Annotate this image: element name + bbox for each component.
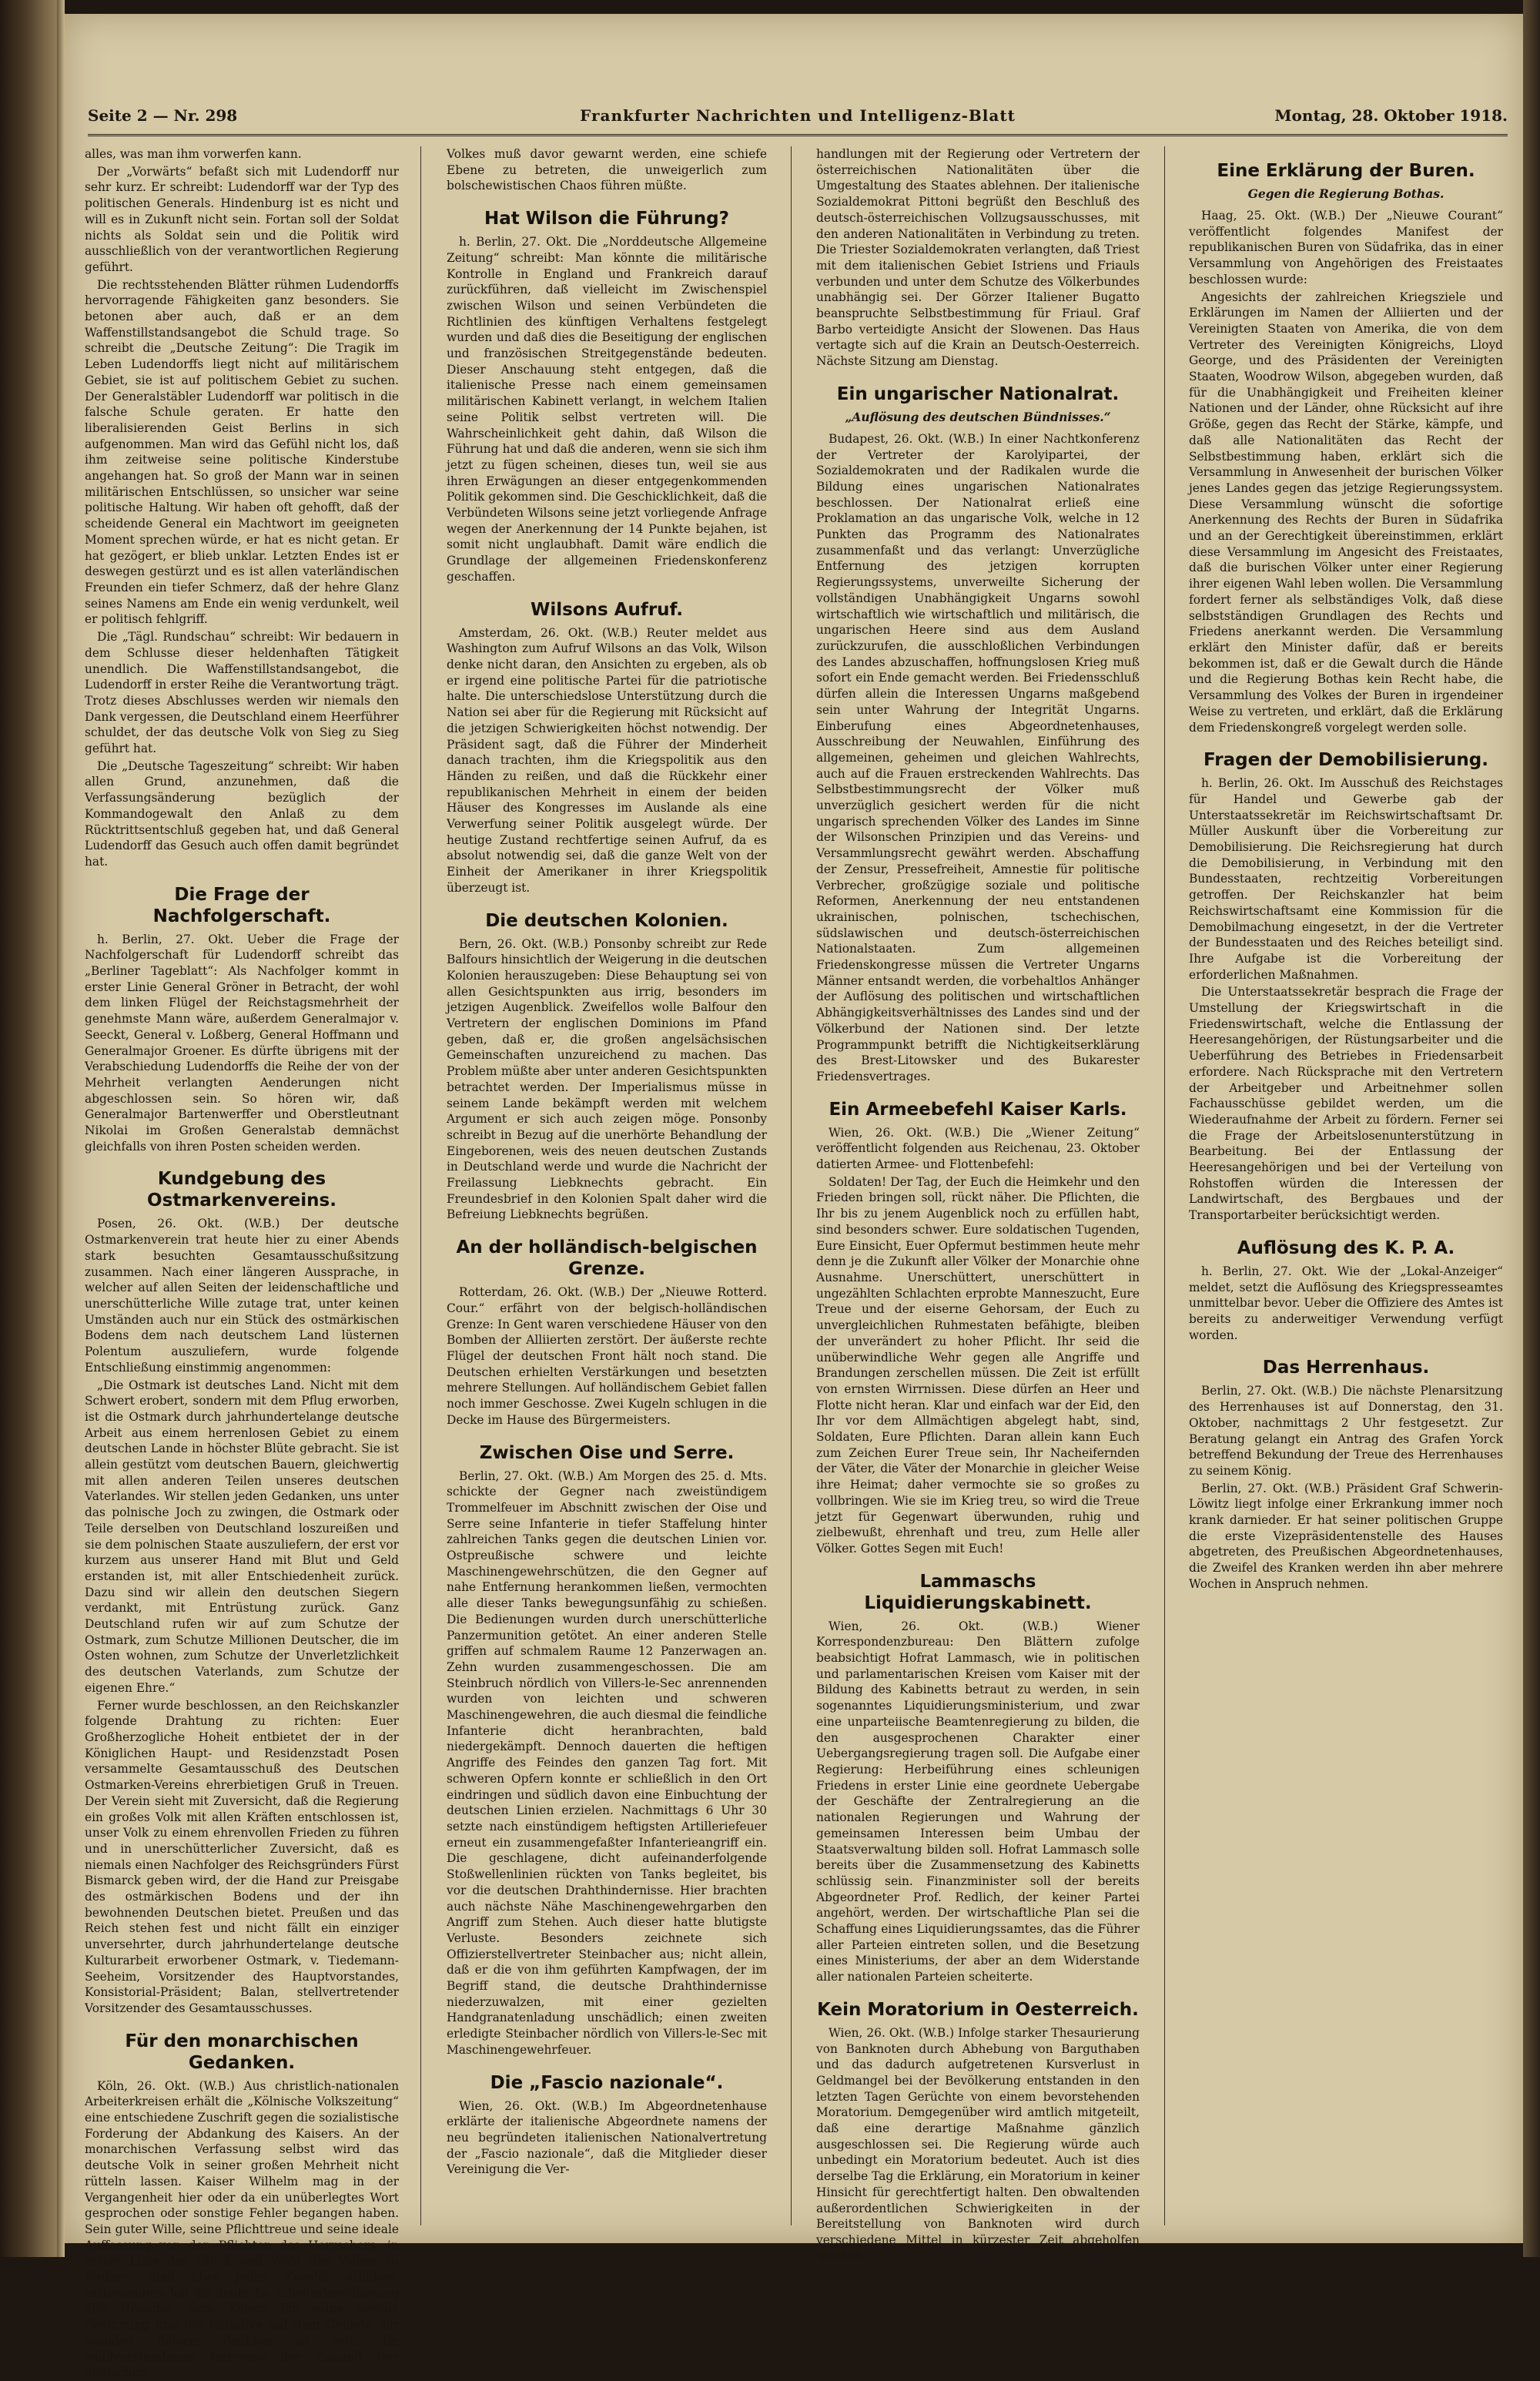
article-subheadline: „Auflösung des deutschen Bündnisses.“ — [845, 409, 1111, 424]
article — [1189, 749, 1503, 1224]
article — [1189, 1357, 1503, 1592]
column-rule — [1164, 146, 1165, 2225]
column-rule — [420, 146, 421, 2225]
article-headline: Lammaschs Liquidierungskabinett. — [864, 1571, 1092, 1613]
article — [85, 2031, 399, 2381]
article — [447, 1442, 767, 2058]
article — [447, 208, 767, 584]
article-subheadline: Gegen die Regierung Bothas. — [1247, 186, 1445, 201]
page-gutter — [57, 0, 65, 2257]
article-headline: Zwischen Oise und Serre. — [479, 1442, 735, 1463]
article-headline: An der holländisch-belgischen Grenze. — [456, 1237, 758, 1280]
article-paragraph: alles, was man ihm vorwerfen kann. — [85, 147, 302, 161]
page-number: Seite 2 — Nr. 298 — [88, 106, 238, 125]
article-paragraph: Der „Vorwärts“ befaßt sich mit Ludendorff nur sehr kurz. Er schreibt: Ludendorff war der Typ des politischen Generals. Hindenburg ist es nicht und will es in Zukunft nicht sein. Fortan soll der Soldat nichts als Soldat sein und die Politik wird ausschließlich von der verantwortlichen Regierung geführt. — [85, 164, 399, 274]
issue-date: Montag, 28. Oktober 1918. — [1274, 106, 1508, 125]
article-paragraph: Bern, 26. Okt. (W.B.) Ponsonby schreibt zur Rede Balfours hinsichtlich der Weigerung in die deutschen Kolonien herauszugeben: Diese Behauptung sei von allen Gesichtspunkten aus irrig, besonders im jetzigen Augenblick. Zweifellos wolle Balfour den Vertretern der englischen Dominions im Pfand geben, daß er, die großen angelsächsischen Gemeinschaften unzureichend zu machen. Das Problem müßte aber unter anderen Gesichtspunkten betrachtet werden. Der Imperialismus müsse in seinem Lande bekämpft werden mit welchem Argument er sich auch zeigen möge. Ponsonby schreibt in Bezug auf die unerhörte Behandlung der Eingeborenen, weis des neuen deutschen Zustands in Deutschland werde und wurde die Nachricht der Freilassung Liebknechts gebracht. Ein Freundesbrief in den Kolonien Spalt daher wird die Befreiung Liebknechts begrüßen. — [447, 936, 767, 1222]
article — [816, 1571, 1140, 1985]
article-headline: Ein Armeebefehl Kaiser Karls. — [829, 1099, 1127, 1120]
article — [447, 146, 767, 194]
article-paragraph: h. Berlin, 27. Okt. Wie der „Lokal-Anzeiger“ meldet, setzt die Auflösung des Kriegspresseamtes unmittelbar bevor. Ueber die Offiziere des Amtes ist bereits zu anderweitiger Verwendung verfügt worden. — [1189, 1264, 1503, 1342]
article-paragraph: Wien, 26. Okt. (W.B.) Die „Wiener Zeitung“ veröffentlicht folgenden aus Reichenau, 23. Oktober datierten Armee- und Flottenbefehl: — [816, 1125, 1140, 1172]
article-headline: Das Herrenhaus. — [1262, 1358, 1430, 1378]
newspaper-page — [65, 14, 1523, 2380]
article-paragraph: Die Unterstaatssekretär besprach die Frage der Umstellung der Kriegswirtschaft in die Friedenswirtschaft, welche die Entlassung der Heeresangehörigen, der Rüstungsarbeiter und die Ueberführung des Betriebes in Friedensarbeit erfordere. Nach Rücksprache mit den Vertretern der Arbeitgeber und Arbeitnehmer sollen Fachausschüsse gebildet werden, um die Wiederaufnahme der Arbeit zu fördern. Ferner sei die Frage der Arbeitslosenunterstützung in Bearbeitung. Bei der Entlassung der Heeresangehörigen und bei der Verteilung von Rohstoffen würden die Interessen der Landwirtschaft, des Bergbaues und der Transportarbeiter berücksichtigt werden. — [1189, 985, 1503, 1223]
article-paragraph: Die „Tägl. Rundschau“ schreibt: Wir bedauern in dem Schlusse dieser heldenhaften Tätigkeit unendlich. Die Waffenstillstandsangebot, die Ludendorff in erster Reihe die Verantwortung trägt. Trotz dieses Abschlusses werden wir niemals den Dank vergessen, die Deutschland einem Heerführer schuldet, der das deutsche Volk von Sieg zu Sieg geführt hat. — [85, 630, 399, 756]
article-paragraph: Soldaten! Der Tag, der Euch die Heimkehr und den Frieden bringen soll, rückt näher. Die Pflichten, die Ihr bis zu jenem Augenblick noch zu erfüllen habt, sind besonders schwer. Eure soldatischen Tugenden, Eure Einsicht, Euer Opfermut bestimmen heute mehr denn je die Zukunft aller Völker der Monarchie ohne Ausnahme. Unerschüttert, unerschüttert in ungezählten Schlachten erprobte Manneszucht, Eure Treue und der eiserne Gehorsam, der Euch zu unvergleichlichen Ruhmestaten befähigte, bleiben der unverändert zu hoher Pflicht. Ihr seid die unüberwindliche Wehr gegen alle Angriffe und Brandungen zerschellen müssen. Die Zeit ist erfüllt von ernsten Wirrnissen. Diese dürfen an Heer und Flotte nicht heran. Klar und einfach war der Eid, den Ihr vor dem Allmächtigen abgelegt habt, sind, Soldaten, Eure Pflichten. Daran allein kann Euch zum Zeichen Eurer Treue sein, Ihr Nacheifernden der Väter, die Väter der Monarchie in gleicher Weise ihre Heimat; daher vermochte sie so großes zu vollbringen. Wie sie im Krieg treu, so wird die Treue jetzt für Gegenwart überwunden, ruhig und zielbewußt, ehrenhaft und treu, zum Helle aller Völker. Gottes Segen mit Euch! — [816, 1174, 1140, 1556]
article-headline: Kein Moratorium in Oesterreich. — [817, 1999, 1139, 2020]
article — [85, 884, 399, 1155]
article-paragraph: Amsterdam, 26. Okt. (W.B.) Reuter meldet aus Washington zum Aufruf Wilsons an das Volk, Wilson denke nicht daran, den Ansichten zu ergeben, als ob er irgend eine politische Partei für die patriotische halte. Die unterschiedslose Unterstützung durch die Nation sei aber für die Regierung mit Rücksicht auf die jetzigen Schwierigkeiten höchst notwendig. Der Präsident sagt, daß die Führer der Minderheit danach trachten, ihm die Kriegspolitik aus den Händen zu reißen, und daß die Rückkehr einer republikanischen Mehrheit in einem der beiden Häuser des Kongresses im Auslande als eine Verwerfung seiner Politik ausgelegt würde. Der heutige Zustand rechtfertige seinen Aufruf, da es absolut notwendig sei, daß die ganze Welt von der Einheit der Amerikaner in ihrer Kriegspolitik überzeugt ist. — [447, 625, 767, 895]
page-edge — [1523, 0, 1540, 2257]
article — [447, 599, 767, 896]
book-spine — [0, 0, 57, 2257]
article — [816, 146, 1140, 370]
newspaper-title: Frankfurter Nachrichten und Intelligenz-Blatt — [580, 106, 1016, 125]
article — [447, 910, 767, 1224]
article-paragraph: h. Berlin, 27. Okt. Die „Norddeutsche Allgemeine Zeitung“ schreibt: Man könnte die militärische Kontrolle in England und Frankreich darauf zurückführen, daß vielleicht im Zwischenspiel zwischen Wilson und seinen Verbündeten die Richtlinien des künftigen Verhaltens festgelegt wurden und daß dies die Beseitigung der englischen und französischen Streitgegenstände bedeuten. Dieser Anschauung steht entgegen, daß die italienische Presse nach einem gemeinsamen militärischen Kabinett verlangt, in welchem Italien seine Politik selbst vertreten will. Die Wahrscheinlichkeit geht dahin, daß Wilson die Führung hat und daß die anderen, wenn sie sich ihm jetzt zu fügen scheinen, dieses tun, weil sie aus ihren Erwägungen an dieser entgegenkommenden Politik gekommen sind. Die Geschicklichkeit, daß die Verbündeten Wilsons seine jetzt vorliegende Anfrage wegen der Anerkennung der 14 Punkte bejahen, ist somit nicht unglaubhaft. Damit wäre endlich die Grundlage der allgemeinen Friedenskonferenz geschaffen. — [447, 235, 767, 584]
article-paragraph: Wien, 26. Okt. (W.B.) Wiener Korrespondenzbureau: Den Blättern zufolge beabsichtigt Hofrat Lammasch, wie in politischen und parlamentarischen Kreisen vom Kaiser mit der Bildung des Kabinetts betraut zu werden, in sein sogenanntes Liquidierungsministerium, und zwar eine unparteiische Beamtenregierung zu bilden, die den ausgesprochenen Charakter einer Uebergangsregierung tragen soll. Die Aufgabe einer Regierung: Herbeiführung eines schleunigen Friedens in erster Linie eine geordnete Uebergabe der Geschäfte der Zentralregierung an die nationalen Regierungen und Wahrung der gemeinsamen Interessen beim Umbau der Staatsverwaltung bilden soll. Hofrat Lammasch solle bereits über die Zusammensetzung des Kabinetts schlüssig sein. Finanzminister soll der bereits Abgeordneter Prof. Redlich, der keiner Partei angehört, werden. Der wirtschaftliche Plan sei die Schaffung eines Liquidierungssamtes, das die Führer aller Parteien eintreten sollen, und die Besetzung eines Ministeriums, der aber an dem Widerstande aller nationalen Parteien scheiterte. — [816, 1619, 1140, 1984]
article-paragraph: handlungen mit der Regierung oder Vertretern der österreichischen Nationalitäten über die Umgestaltung des Staates ablehnen. Der italienische Sozialdemokrat Pittoni begrüßt den Beschluß des deutsch-österreichischen Vollzugsausschusses, mit den anderen Nationalitäten in Verbindung zu treten. Die Triester Sozialdemokraten verlangten, daß Triest mit dem italienischen Gebiet Istriens und Friauls verbunden und unter dem Schutze des Völkerbundes unabhängig sei. Der Görzer Italiener Bugatto beanspruchte Selbstbestimmung für Friaul. Graf Barbo verteidigte Ansicht der Slowenen. Das Haus vertagte sich auf die Krain an Deutsch-Oesterreich. Nächste Sitzung am Dienstag. — [816, 147, 1140, 369]
article-paragraph: h. Berlin, 26. Okt. Im Ausschuß des Reichstages für Handel und Gewerbe gab der Unterstaatssekretär im Reichswirtschaftsamt Dr. Müller Auskunft über die Vorbereitung zur Demobilisierung. Die Reichsregierung hat durch die Demobilisierung, in Verbindung mit den Bundesstaaten, rechtzeitig Vorbereitungen getroffen. Der Reichskanzler hat beim Reichswirtschaftsamt eine Kommission für die Demobilmachung eingesetzt, in der die Vertreter der Bundesstaaten und des Reiches beteiligt sind. Ihre Aufgabe ist die Vorbereitung der erforderlichen Maßnahmen. — [1189, 776, 1503, 982]
article — [447, 1237, 767, 1428]
article-headline: Ein ungarischer Nationalrat. — [836, 383, 1120, 404]
article-paragraph: Wien, 26. Okt. (W.B.) Im Abgeordnetenhause erklärte der italienische Abgeordnete namens der neu begründeten italienischen Nationalvertretung der „Fascio nazionale“, daß die Mitglieder dieser Vereinigung die Ver- — [447, 2098, 767, 2177]
article-headline: Die Frage der Nachfolgerschaft. — [152, 884, 331, 926]
column-4 — [1189, 146, 1503, 2225]
column-3 — [816, 146, 1140, 2263]
article-paragraph: Berlin, 27. Okt. (W.B.) Am Morgen des 25. d. Mts. schickte der Gegner nach zweistündigem Trommelfeuer im Abschnitt zwischen der Oise und Serre seine Infanterie in tiefer Staffelung hinter zahlreichen Tanks gegen die deutschen Linien vor. Ostpreußische schwere und leichte Maschinengewehrschützen, die den Gegner auf nahe Entfernung herankommen ließen, vermochten alle dieser Tanks bewegungsunfähig zu schießen. Die Bedienungen wurden durch unerschütterliche Panzermunition getötet. An einer anderen Stelle griffen auf schmalem Raume 12 Panzerwagen an. Zehn wurden zusammengeschossen. Die am Steinbruch nördlich von Villers-le-Sec anrennenden wurden von leichten und schweren Maschinengewehren, die auch diesmal die feindliche Infanterie dicht heranbrachten, bald niedergekämpft. Dennoch dauerten die heftigen Angriffe des Feindes den ganzen Tag fort. Mit schweren Opfern konnte er schließlich in den Ort eindringen und südlich davon eine Einbuchtung der deutschen Linien erzielen. Nachmittags 6 Uhr 30 setzte nach einstündigem heftigsten Artilleriefeuer erneut ein zusammengefaßter Infanterieangriff ein. Die geschlagene, dicht aufeinanderfolgende Stoßwellenlinien rückten von Tanks begleitet, bis vor die deutschen Drahthindernisse. Hier brachten auch nächste Nähe Maschinengewehrgarben den Angriff zum Stehen. Auch dieser hatte blutigste Verluste. Besonders zeichnete sich Offizierstellvertreter Steinbacher aus; nicht allein, daß er die von ihm geführten Kampfwagen, der im Begriff stand, die deutsche Drahthindernisse niederzuwalzen, mit einer gezielten Handgranatenladung unschädlich; einen zweiten erledigte Steinbacher nördlich von Villers-le-Sec mit Maschinengewehrfeuer. — [447, 1468, 767, 2057]
article-paragraph: Rotterdam, 26. Okt. (W.B.) Der „Nieuwe Rotterd. Cour.“ erfährt von der belgisch-holländischen Grenze: In Gent waren verschiedene Häuser von den Bomben der Alliierten zerstört. Der äußerste rechte Flügel der deutschen Front hält noch stand. Die Deutschen erhielten Verstärkungen und besetzten mehrere Stellungen. Auf holländischem Gebiet fallen noch immer Geschosse. Zwei Kugeln schlugen in die Decke im Hause des Bürgermeisters. — [447, 1285, 767, 1427]
article-paragraph: Angesichts der zahlreichen Kriegsziele und Erklärungen im Namen der Alliierten und der Vereinigten Staaten von Amerika, die von dem Vertreter des Vereinigten Königreichs, Lloyd George, und des Präsidenten der Vereinigten Staaten, Woodrow Wilson, abgegeben wurden, daß für die Unabhängigkeit und Freiheiten kleiner Nationen und der Länder, ohne Rücksicht auf ihre Größe, gegen das Recht der Stärke, kämpfe, und daß alle Nationalitäten das Recht der Selbstbestimmung haben, erklärt sich die Versammlung in Anwesenheit der burischen Völker jenes Landes gegen das jetzige Regierungssystem. Diese Versammlung wünscht die sofortige Anerkennung des Rechts der Buren in Südafrika und an der Gerechtigkeit übereinstimmen, erklärt diese Versammlung im Angesicht des Freistaates, daß die burischen Völker unter einer Regierung ihrer eigenen Wahl leben wollen. Die Versammlung fordert ferner als selbständiges Volk, daß diese selbstständigen Grundlagen des Rechts und Friedens anerkannt werden. Die Versammlung erklärt den Minister dafür, daß er bereits bekommen ist, daß er die Gewalt durch die Hände und die Regierung Bothas kein Recht habe, die Versammlung des Volkes der Buren in irgendeiner Weise zu vertreten, und erklärt, daß die Erklärung dem Friedenskongreß vorgelegt werden solle. — [1189, 290, 1503, 735]
article — [447, 2072, 767, 2178]
column-2 — [447, 146, 767, 2225]
article-paragraph: Berlin, 27. Okt. (W.B.) Präsident Graf Schwerin-Löwitz liegt infolge einer Erkrankung immer noch krank darnieder. Er hat seiner politischen Gruppe die erste Vizepräsidentenstelle des Hauses abgetreten, des Preußischen Abgeordnetenhauses, die Zweifel des Kranken werden ihn aber mehrere Wochen in Anspruch nehmen. — [1189, 1481, 1503, 1591]
article-paragraph: Die rechtsstehenden Blätter rühmen Ludendorffs hervorragende Fähigkeiten ganz besonders. Sie betonen aber auch, daß er an dem Waffenstillstandsangebot die Schuld trage. So schreibt die „Deutsche Zeitung“: Die Tragik im Leben Ludendorffs liegt nicht auf militärischem Gebiet, sie ist auf politischem Gebiet zu suchen. Der Generalstäbler Ludendorff war politisch in die falsche Schule geraten. Er hatte den liberalisierenden Geist Berlins in sich aufgenommen. Man wird das Gefühl nicht los, daß ihm zeitweise seine politische Kinderstube angehangen hat. So groß der Mann war in seinen militärischen Entschlüssen, so unsicher war seine politische Haltung. Wir haben oft gehofft, daß der scheidende General ein Machtwort im geeigneten Moment sprechen würde, er hat es nicht getan. Er hat gezögert, er blieb unklar. Letzten Endes ist er deswegen gestürzt und es ist allen vaterländischen Freunden ein tiefer Schmerz, daß der hehre Glanz seines Namens am Ende ein wenig verdunkelt, weil er politisch fehlgriff. — [85, 277, 399, 627]
article-headline: Auflösung des K. P. A. — [1237, 1237, 1455, 1258]
article-headline: Fragen der Demobilisierung. — [1204, 750, 1488, 771]
article — [816, 1099, 1140, 1557]
article — [85, 146, 399, 870]
article-paragraph: Budapest, 26. Okt. (W.B.) In einer Nachtkonferenz der Vertreter der Karolyipartei, der Sozialdemokraten und der Radikalen wurde die Bildung eines ungarischen Nationalrates beschlossen. Der Nationalrat erließ eine Proklamation an das ungarische Volk, welche in 12 Punkten das Programm des Nationalrates zusammenfaßt und das verlangt: Unverzügliche Entfernung des jetzigen korrupten Regierungssystems, unverweilte Sicherung der vollständigen Unabhängigkeit Ungarns sowohl wirtschaftlich wie wirtschaftlich und militärisch, die ungarischen Heere sind aus dem Ausland zurückzurufen, die ausschloßlichen Verbindungen des Landes abzuschaffen, hoffnungslosen Krieg muß sofort ein Ende gemacht werden. Bei Friedensschluß dürfen allein die Interessen Ungarns maßgebend sein unter Wahrung der Integrität Ungarns. Einberufung eines Abgeordnetenhauses, Ausschreibung der Neuwahlen, Einführung des allgemeinen, geheimen und gleichen Wahlrechts, auch auf die Frauen erstreckenden Wahlrechts. Das Selbstbestimmungsrecht der Völker muß unverzüglich gesichert werden für die nicht ungarisch sprechenden Völker des Landes im Sinne der Wilsonschen Prinzipien und das Vereins- und Versammlungsrecht gewährt werden. Abschaffung der Zensur, Pressefreiheit, Amnestie für politische Verbrecher, großzügige soziale und politische Reformen, Anerkennung der neu entstandenen ukrainischen, polnischen, tschechischen, südslawischen und deutsch-österreichischen Nationalstaaten. Zum allgemeinen Friedenskongresse müssen die Vertreter Ungarns Männer entsandt werden, die vorbehaltlos Anhänger der Auflösung des politischen und wirtschaftlichen Abhängigkeitsverhältnisses des Landes sind und der Völkerbund der Nationen sind. Der letzte Programmpunkt betrifft die Nichtigkeitserklärung des Brest-Litowsker und des Bukarester Friedensvertrages. — [816, 431, 1140, 1083]
article-paragraph: Wien, 26. Okt. (W.B.) Infolge starker Thesaurierung von Banknoten durch Abhebung von Barguthaben und das dadurch aufgetretenen Kursverlust in Geldmangel bei der Bevölkerung entstanden in den letzten Tagen Gerüchte von einem bevorstehenden Moratorium. Demgegenüber wird amtlich mitgeteilt, daß eine derartige Maßnahme gänzlich ausgeschlossen sei. Die Regierung würde auch unbedingt ein Moratorium bedeutet. Auch ist dies derselbe Tag die Erklärung, ein Moratorium in keiner Hinsicht für gerechtfertigt halten. Den obwaltenden außerordentlichen Schwierigkeiten in der Bereitstellung von Banknoten wird durch verschiedene Mittel in kürzester Zeit abgeholfen werden. — [816, 2025, 1140, 2263]
article-paragraph: Ferner wurde beschlossen, an den Reichskanzler folgende Drahtung zu richten: Euer Großherzogliche Hoheit entbietet der in der Königlichen Haupt- und Residenzstadt Posen versammelte Gesamtausschuß des Deutschen Ostmarken-Vereins ehrerbietigen Gruß in Treuen. Der Verein sieht mit Zuversicht, daß die Regierung ein großes Volk mit allen Kräften entschlossen ist, unser Volk zu einem ehrenvollen Frieden zu führen und in unerschütterlicher Zuversicht, daß es niemals einen Nachfolger des Reichsgründers Fürst Bismarck geben wird, der die Hand zur Preisgabe des ostmärkischen Bodens und der ihn bewohnenden Deutschen bietet. Preußen und das Reich stehen fest und nicht fällt ein einziger unversehrter, durch jahrhundertelange deutsche Kulturarbeit erworbener Ostmark, v. Tiedemann-Seeheim, Vorsitzender des Hauptvorstandes, Konsistorial-Präsident; Balan, stellvertretender Vorsitzender des Gesamtausschusses. — [85, 1698, 399, 2015]
column-1 — [85, 146, 399, 2380]
article-headline: Hat Wilson die Führung? — [484, 209, 729, 229]
article-paragraph: Berlin, 27. Okt. (W.B.) Die nächste Plenarsitzung des Herrenhauses ist auf Donnerstag, den 31. Oktober, nachmittags 2 Uhr festgesetzt. Zur Beratung gelangt ein Antrag des Grafen Yorck betreffend Bekundung der Treue des Herrenhauses zu seinem König. — [1189, 1384, 1503, 1478]
article-headline: Die deutschen Kolonien. — [485, 910, 728, 931]
article-paragraph: Posen, 26. Okt. (W.B.) Der deutsche Ostmarkenverein trat heute hier zu einer Abends stark besuchten Gesamtausschußsitzung zusammen. Nach einer längeren Aussprache, in welcher auf allen Seiten der leidenschaftliche und unerschütterliche Wille zutage trat, unter keinen Umständen auch nur ein Stück des ostmärkischen Bodens dem nach deutschem Land lüsternen Polentum auszuliefern, wurde folgende Entschließung einstimmig angenommen: — [85, 1217, 399, 1375]
article-headline: Die „Fascio nazionale“. — [490, 2072, 724, 2093]
column-rule — [791, 146, 792, 2225]
article-paragraph: „Die Ostmark ist deutsches Land. Nicht mit dem Schwert erobert, sondern mit dem Pflug erworben, ist die Ostmark durch jahrhundertelange deutsche Arbeit aus einem herrenlosen Gebiet zu einem deutschen Lande in höchster Blüte gebracht. Sie ist allein gestützt vom deutschen Bauern, gleichwertig mit allen anderen Teilen unseres deutschen Vaterlandes. Wir stellen jeden Gedanken, uns unter das polnische Joch zu zwingen, die Ostmark oder Teile derselben von Deutschland loszureißen und sie dem polnischen Staate auszuliefern, der erst vor kurzem aus unserer Hand mit Blut und Geld erstanden ist, mit aller Entschiedenheit zurück. Dazu sind wir allein den deutschen Siegern verdankt, mit Entrüstung zurück. Ganz Deutschland rufen wir auf zum Schutze der Ostmark, zum Schutze Millionen Deutscher, die im Osten wohnen, zum Schutze der Unverletzlichkeit des deutschen Vaterlands, zum Schutze der eigenen Ehre.“ — [85, 1378, 399, 1695]
running-header — [88, 100, 1508, 136]
article-paragraph: Köln, 26. Okt. (W.B.) Aus christlich-nationalen Arbeiterkreisen erhält die „Kölnische Volkszeitung“ eine entschiedene Zuschrift gegen die sozialistische Forderung der Abdankung des Kaisers. An der monarchischen Verfassung selbst wird das deutsche Volk in seiner großen Mehrheit nicht rütteln lassen. Kaiser Wilhelm mag in der Vergangenheit hier oder da ein unüberlegtes Wort gesprochen oder sonstige Fehler begangen haben. Sein guter Wille, seine Pflichttreue und seine ideale Auffassung von den Pflichten des Herrschers, in erster Linie das Glück und Wohl des Volkes zu fördern, sind über jeden Zweifel erhaben. Insbesondere hat die deutsche Arbeiterbevölkerung alle Ursache, dem Kaiser für seine soziale Gesinnung und die Initiative auf dem Gebiete der sozialen Reform dankbar zu sein. Im wohlverstandenen Interesse der Zukunft des deutschen — [85, 2078, 399, 2380]
article — [85, 1168, 399, 2016]
article — [1189, 1237, 1503, 1344]
article — [816, 383, 1140, 1085]
article — [816, 1999, 1140, 2265]
article-headline: Eine Erklärung der Buren. — [1217, 161, 1475, 181]
article-paragraph: h. Berlin, 27. Okt. Ueber die Frage der Nachfolgerschaft für Ludendorff schreibt das „Berliner Tageblatt“: Als Nachfolger kommt in erster Linie General Gröner in Betracht, der wohl dem linken Flügel der Reichstagsmehrheit der genehmste Mann wäre, außerdem Generalmajor v. Seeckt, General v. Loßberg, General Hoffmann und Generalmajor Groener. Es dürfte übrigens mit der Verabschiedung Ludendorffs die Reihe der von der Mehrheit verlangten Aenderungen nicht abgeschlossen sein. So hören wir, daß Generalmajor Bartenwerffer und Oberstleutnant Nikolai im Großen Generalstab demnächst gleichfalls von ihren Posten scheiden werden. — [85, 932, 399, 1154]
article-headline: Wilsons Aufruf. — [530, 599, 684, 620]
article — [1189, 160, 1503, 735]
article-headline: Kundgebung des Ostmarkenvereins. — [147, 1169, 336, 1211]
article-headline: Für den monarchischen Gedanken. — [125, 2031, 359, 2073]
article-paragraph: Haag, 25. Okt. (W.B.) Der „Nieuwe Courant“ veröffentlicht folgendes Manifest der republikanischen Buren von Südafrika, das in einer Versammlung von Angehörigen des Freistaates beschlossen wurde: — [1189, 209, 1503, 286]
article-paragraph: Volkes muß davor gewarnt werden, eine schiefe Ebene zu betreten, die unweigerlich zum bolschewistischen Chaos führen müßte. — [447, 147, 767, 193]
article-paragraph: Die „Deutsche Tageszeitung“ schreibt: Wir haben allen Grund, anzunehmen, daß die Verfassungsänderung bezüglich der Kommandogewalt den Anlaß zu dem Rücktrittsentschluß gegeben hat, und daß General Ludendorff das Gesuch auch offen damit begründet hat. — [85, 759, 399, 869]
